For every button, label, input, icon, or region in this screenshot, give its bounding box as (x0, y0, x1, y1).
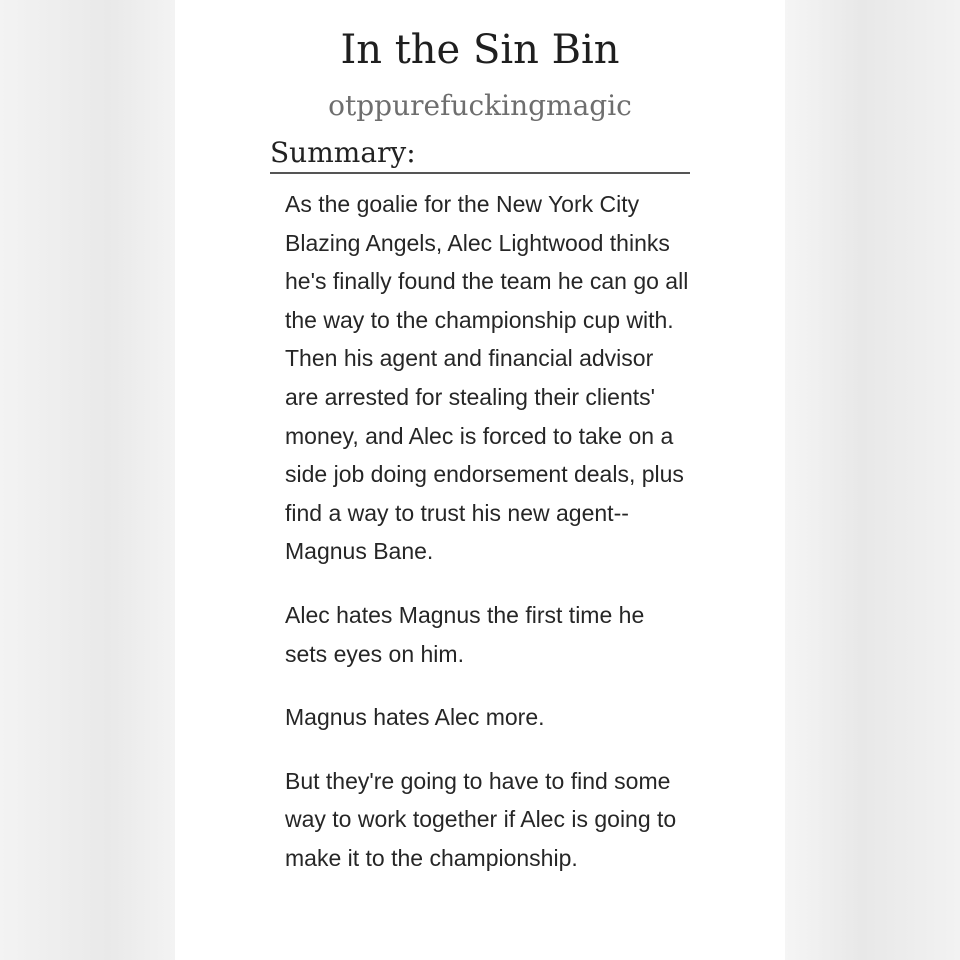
author-link[interactable]: otppurefuckingmagic (328, 89, 632, 122)
background-right (780, 0, 960, 960)
summary-paragraph: But they're going to have to find some way to work together if Alec is going to make it to the championship. (285, 767, 677, 871)
summary-body (285, 185, 690, 903)
summary-paragraph: Alec hates Magnus the first time he sets eyes on him. (285, 601, 645, 667)
summary-heading: Summary: (270, 134, 690, 174)
work-page (175, 0, 785, 960)
summary-paragraph: Magnus hates Alec more. (285, 704, 545, 731)
summary-paragraph: As the goalie for the New York City Blazing Angels, Alec Lightwood thinks he's finally found the team he can go all the way to the championship cup with. Then his agent and financial advisor are arrested for stealing their clients' money, and Alec is forced to take on a side job doing endorsement deals, plus find a way to trust his new agent--Magnus Bane. (285, 191, 689, 565)
background-left (0, 0, 180, 960)
work-title: In the Sin Bin (340, 27, 620, 73)
